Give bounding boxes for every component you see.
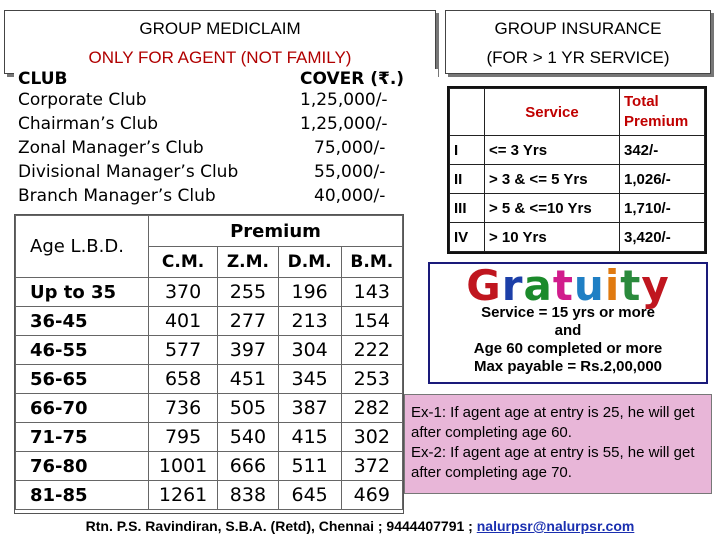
premium-cell: 469 [341,481,402,510]
premium-cell: 795 [149,423,218,452]
grade-cell: IV [450,223,485,252]
age-cell: 76-80 [16,452,149,481]
insurance-table [447,86,707,254]
col-header-zm: Z.M. [218,247,278,278]
cover-column-header: COVER (₹.) [300,69,405,89]
table-row [450,165,705,194]
insurance-subtitle: (FOR > 1 YR SERVICE) [486,48,670,67]
footer-credit: Rtn. P.S. Ravindiran, S.B.A. (Retd), Chennai ; 9444407791 ; [85,518,477,534]
example-2: Ex-2: If agent age at entry is 55, he will get after completing age 70. [411,444,695,481]
gratuity-title-letter: u [573,261,605,310]
premium-cell: 282 [341,394,402,423]
club-name: Zonal Manager’s Club [18,138,204,158]
club-row [18,90,432,111]
table-row [450,136,705,165]
gratuity-title-letter: y [641,261,670,310]
club-cover-table [14,69,438,212]
club-name: Branch Manager’s Club [18,186,216,206]
club-row [18,138,432,159]
mediclaim-subtitle: ONLY FOR AGENT (NOT FAMILY) [88,48,352,67]
premium-cell: 577 [149,336,218,365]
premium-cell: 255 [218,278,278,307]
gratuity-max: Max payable = Rs.2,00,000 [473,358,663,375]
premium-cell: 658 [149,365,218,394]
table-row [16,423,403,452]
footer-email-link[interactable]: nalurpsr@nalurpsr.com [476,518,635,534]
premium-cell: 143 [341,278,402,307]
gratuity-and: and [554,322,582,339]
premium-cell: 1,026/- [620,165,705,194]
gratuity-title-letter: a [523,261,553,310]
premium-cell: 451 [218,365,278,394]
total-premium-header [620,89,705,136]
premium-cell: 1,710/- [620,194,705,223]
premium-cell: 540 [218,423,278,452]
table-row [450,194,705,223]
club-cover: 1,25,000/- [300,90,388,110]
age-cell: 56-65 [16,365,149,394]
example-1: Ex-1: If agent age at entry is 25, he will get after completing age 60. [411,404,695,441]
club-cover: 55,000/- [314,162,386,182]
premium-cell: 401 [149,307,218,336]
premium-cell: 511 [278,452,341,481]
club-name: Chairman’s Club [18,114,159,134]
premium-cell: 370 [149,278,218,307]
premium-cell: 196 [278,278,341,307]
table-row [16,481,403,510]
grade-cell: III [450,194,485,223]
gratuity-service: Service = 15 yrs or more [481,304,655,321]
col-header-dm: D.M. [278,247,341,278]
club-table-header [18,69,432,90]
gratuity-title-letter: t [552,261,574,310]
table-row [16,365,403,394]
club-row [18,114,432,135]
club-row [18,162,432,183]
age-cell: Up to 35 [16,278,149,307]
premium-cell: 372 [341,452,402,481]
age-cell: 81-85 [16,481,149,510]
premium-cell: 222 [341,336,402,365]
club-cover: 40,000/- [314,186,386,206]
gratuity-title-letter: G [466,261,502,310]
mediclaim-header [4,10,436,74]
col-header-bm: B.M. [341,247,402,278]
age-lbd-header: Age L.B.D. [16,216,149,278]
grade-cell: II [450,165,485,194]
footer [0,514,720,538]
service-cell: > 3 & <= 5 Yrs [485,165,620,194]
total-premium-header-line1: Total [624,93,659,110]
gratuity-title [430,261,706,310]
premium-cell: 838 [218,481,278,510]
club-column-header: CLUB [18,69,68,89]
service-cell: > 5 & <=10 Yrs [485,194,620,223]
mediclaim-title: GROUP MEDICLAIM [139,19,301,38]
premium-cell: 397 [218,336,278,365]
premium-cell: 1001 [149,452,218,481]
insurance-header [445,10,711,74]
service-header: Service [485,89,620,136]
service-cell: <= 3 Yrs [485,136,620,165]
premium-cell: 302 [341,423,402,452]
examples-box [404,394,712,494]
table-row [16,394,403,423]
premium-cell: 304 [278,336,341,365]
club-cover: 1,25,000/- [300,114,388,134]
premium-cell: 277 [218,307,278,336]
age-cell: 66-70 [16,394,149,423]
premium-cell: 415 [278,423,341,452]
club-name: Corporate Club [18,90,147,110]
gratuity-title-letter: t [620,261,642,310]
gratuity-box [428,262,708,384]
premium-table [14,214,404,514]
club-cover: 75,000/- [314,138,386,158]
premium-cell: 342/- [620,136,705,165]
table-row [16,278,403,307]
club-row [18,186,432,207]
service-cell: > 10 Yrs [485,223,620,252]
age-cell: 46-55 [16,336,149,365]
col-header-cm: C.M. [149,247,218,278]
premium-cell: 387 [278,394,341,423]
table-row [16,307,403,336]
premium-cell: 645 [278,481,341,510]
premium-cell: 505 [218,394,278,423]
grade-header-cell [450,89,485,136]
total-premium-header-line2: Premium [624,113,689,130]
age-cell: 36-45 [16,307,149,336]
table-row [450,223,705,252]
gratuity-title-letter: i [604,261,621,310]
table-row [16,452,403,481]
premium-cell: 3,420/- [620,223,705,252]
premium-cell: 253 [341,365,402,394]
premium-cell: 154 [341,307,402,336]
premium-header: Premium [149,216,403,247]
gratuity-title-letter: r [501,261,524,310]
premium-cell: 1261 [149,481,218,510]
premium-cell: 213 [278,307,341,336]
age-cell: 71-75 [16,423,149,452]
gratuity-age: Age 60 completed or more [473,340,663,357]
grade-cell: I [450,136,485,165]
premium-cell: 345 [278,365,341,394]
table-row [16,336,403,365]
insurance-title: GROUP INSURANCE [494,19,662,38]
club-name: Divisional Manager’s Club [18,162,239,182]
premium-cell: 736 [149,394,218,423]
premium-cell: 666 [218,452,278,481]
